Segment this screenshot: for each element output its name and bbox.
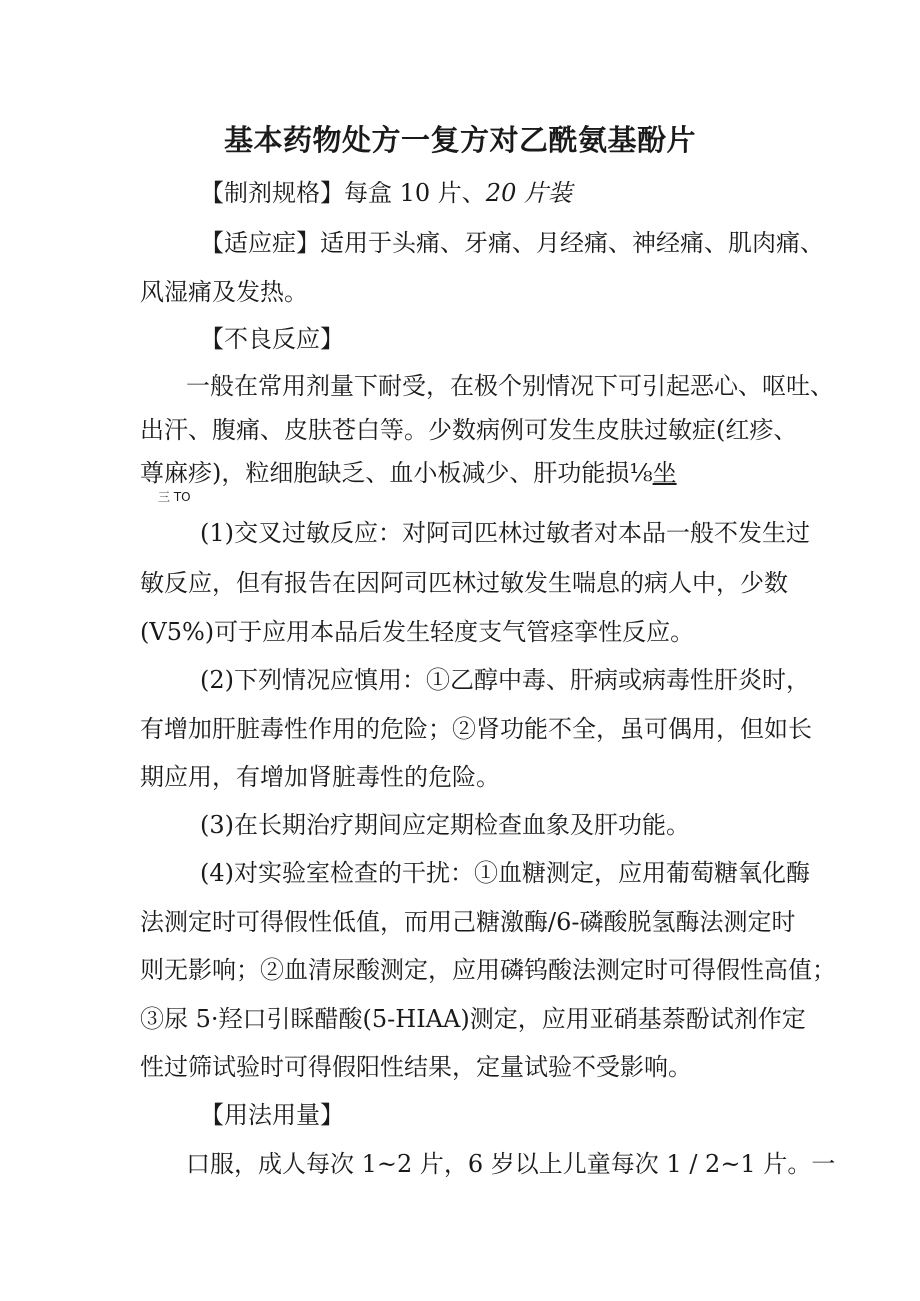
item2-line-2: 有增加肝脏毒性作用的危险；②肾功能不全，虽可偶用，但如长 bbox=[140, 715, 812, 743]
spec-label: 【制剂规格】 bbox=[200, 179, 344, 207]
scan-artifact-text: 三 TO bbox=[158, 490, 191, 504]
item1-line-3: (V5%)可于应用本品后发生轻度支气管痉挛性反应。 bbox=[140, 618, 695, 646]
indication-line-1: 【适应症】适用于头痛、牙痛、月经痛、神经痛、肌肉痛、 bbox=[200, 229, 824, 257]
item4-line-4: ③尿 5·羟口引睬醋酸(5-HIAA)测定，应用亚硝基萘酚试剂作定 bbox=[140, 1005, 806, 1033]
item4-line-1: (4)对实验室检查的干扰：①血糖测定，应用葡萄糖氧化酶 bbox=[200, 859, 810, 887]
dosage-line-1: 口服，成人每次 1~2 片，6 岁以上儿童每次 1 / 2~1 片。一 bbox=[186, 1150, 836, 1178]
item2-line-1: (2)下列情况应慎用：①乙醇中毒、肝病或病毒性肝炎时， bbox=[200, 666, 810, 694]
indication-line-2: 风湿痛及发热。 bbox=[140, 278, 308, 306]
adverse-heading: 【不良反应】 bbox=[200, 325, 344, 353]
adverse-line-3 bbox=[140, 458, 677, 488]
item1-line-1: (1)交叉过敏反应：对阿司匹林过敏者对本品一般不发生过 bbox=[200, 519, 810, 547]
spec-paragraph bbox=[200, 178, 572, 208]
item4-line-2: 法测定时可得假性低值，而用己糖激酶/6-磷酸脱氢酶法测定时 bbox=[140, 908, 796, 936]
dosage-heading: 【用法用量】 bbox=[200, 1101, 344, 1129]
item2-line-3: 期应用，有增加肾脏毒性的危险。 bbox=[140, 763, 500, 791]
adverse-line-3-text: 尊麻疹)，粒细胞缺乏、血小板减少、肝功能损⅛ bbox=[140, 459, 653, 487]
item1-line-2: 敏反应，但有报告在因阿司匹林过敏发生喘息的病人中，少数 bbox=[140, 569, 788, 597]
adverse-line-1: 一般在常用剂量下耐受，在极个别情况下可引起恶心、呕吐、 bbox=[186, 372, 834, 400]
item4-line-5: 性过筛试验时可得假阳性结果，定量试验不受影响。 bbox=[140, 1053, 692, 1081]
item3-line-1: (3)在长期治疗期间应定期检查血象及肝功能。 bbox=[200, 811, 690, 839]
spec-text-italic: 20 片装 bbox=[485, 179, 572, 207]
adverse-line-3-underlined: 坐 bbox=[652, 459, 677, 487]
document-title: 基本药物处方一复方对乙酰氨基酚片 bbox=[223, 123, 696, 157]
adverse-line-2: 出汗、腹痛、皮肤苍白等。少数病例可发生皮肤过敏症(红疹、 bbox=[140, 416, 798, 444]
spec-text: 每盒 10 片、 bbox=[344, 179, 486, 207]
item4-line-3: 则无影响；②血清尿酸测定，应用磷钨酸法测定时可得假性高值； bbox=[140, 956, 836, 984]
